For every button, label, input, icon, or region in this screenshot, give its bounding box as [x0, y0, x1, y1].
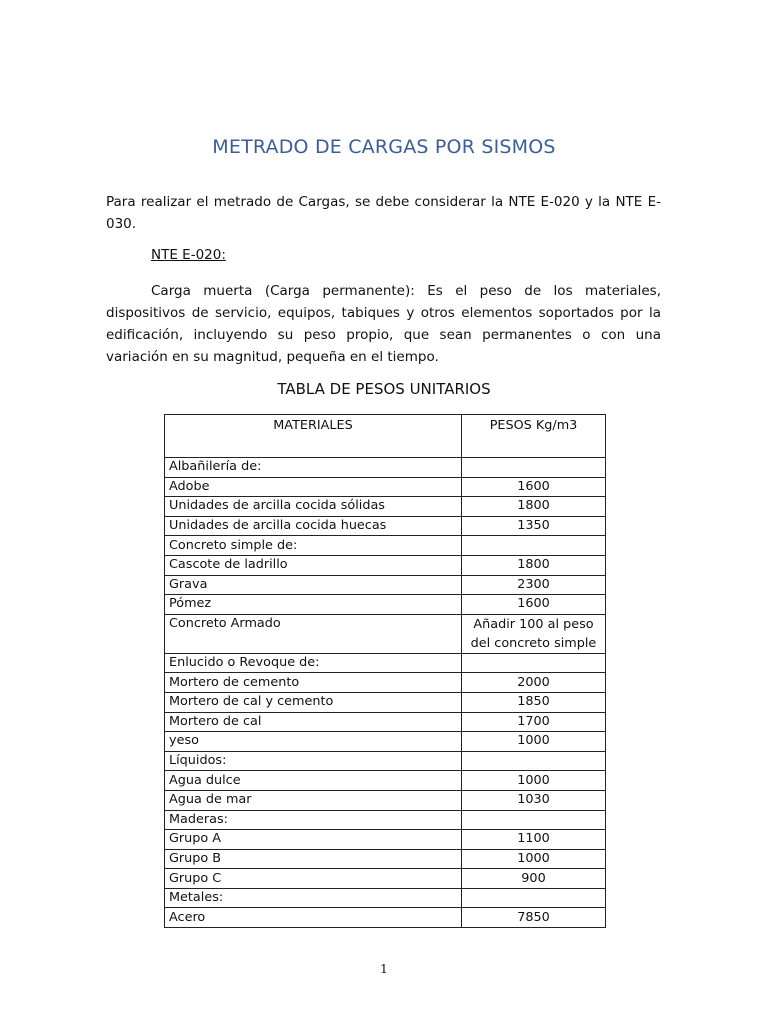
material-cell: Enlucido o Revoque de:: [165, 653, 462, 673]
weight-cell: 900: [462, 869, 606, 889]
table-row: [165, 458, 606, 478]
table-row: [165, 908, 606, 928]
material-cell: Mortero de cal: [165, 712, 462, 732]
weight-cell: 1850: [462, 692, 606, 712]
table-row: [165, 771, 606, 791]
table-row: [165, 732, 606, 752]
document-title: METRADO DE CARGAS POR SISMOS: [212, 136, 556, 158]
weight-cell: 1000: [462, 849, 606, 869]
weight-cell: 7850: [462, 908, 606, 928]
weight-cell: [462, 751, 606, 771]
material-cell: Unidades de arcilla cocida huecas: [165, 516, 462, 536]
weight-cell: 1700: [462, 712, 606, 732]
weight-cell: [462, 458, 606, 478]
definition-paragraph: Carga muerta (Carga permanente): Es el peso de los materiales, dispositivos de servicio, equipos, tabiques y otros elementos soportados por la edificación, incluyendo su peso propio, que sean permanentes o con una variación en su magnitud, pequeña en el tiempo.: [106, 283, 661, 365]
material-cell: Mortero de cal y cemento: [165, 692, 462, 712]
material-cell: Unidades de arcilla cocida sólidas: [165, 497, 462, 517]
weight-cell: 1100: [462, 830, 606, 850]
material-cell: Grupo B: [165, 849, 462, 869]
material-cell: Agua dulce: [165, 771, 462, 791]
weight-cell: 1030: [462, 790, 606, 810]
table-row: [165, 830, 606, 850]
weight-cell: [462, 888, 606, 908]
weight-cell: 1600: [462, 595, 606, 615]
table-row: [165, 595, 606, 615]
table-row: [165, 555, 606, 575]
header-pesos: PESOS Kg/m3: [462, 415, 606, 458]
material-cell: Adobe: [165, 477, 462, 497]
weight-cell: 1600: [462, 477, 606, 497]
table-row: [165, 673, 606, 693]
table-row: [165, 810, 606, 830]
weight-cell: 1000: [462, 771, 606, 791]
table-row: [165, 516, 606, 536]
table-row: [165, 477, 606, 497]
material-cell: Concreto Armado: [165, 614, 462, 653]
material-cell: Acero: [165, 908, 462, 928]
table-row: [165, 849, 606, 869]
weight-cell: [462, 653, 606, 673]
weight-cell: [462, 536, 606, 556]
table-row: [165, 790, 606, 810]
material-cell: Cascote de ladrillo: [165, 555, 462, 575]
weight-cell: 1000: [462, 732, 606, 752]
material-cell: Pómez: [165, 595, 462, 615]
material-cell: Mortero de cemento: [165, 673, 462, 693]
material-cell: Líquidos:: [165, 751, 462, 771]
material-cell: Grupo C: [165, 869, 462, 889]
material-cell: Albañilería de:: [165, 458, 462, 478]
material-cell: Concreto simple de:: [165, 536, 462, 556]
table-row: [165, 653, 606, 673]
weight-cell: [462, 810, 606, 830]
material-cell: Agua de mar: [165, 790, 462, 810]
intro-paragraph: Para realizar el metrado de Cargas, se debe considerar la NTE E-020 y la NTE E-030.: [106, 194, 661, 232]
table-row: [165, 692, 606, 712]
weight-cell: 2000: [462, 673, 606, 693]
material-cell: Grava: [165, 575, 462, 595]
section-heading: NTE E-020:: [151, 247, 226, 263]
weight-cell: 1800: [462, 555, 606, 575]
table-row: [165, 888, 606, 908]
table-row: [165, 536, 606, 556]
material-cell: yeso: [165, 732, 462, 752]
material-cell: Maderas:: [165, 810, 462, 830]
table-row: [165, 869, 606, 889]
header-materiales: MATERIALES: [165, 415, 462, 458]
table-row: [165, 497, 606, 517]
table-row: [165, 614, 606, 653]
table-row: [165, 712, 606, 732]
weight-cell: 1800: [462, 497, 606, 517]
weight-cell: Añadir 100 al peso del concreto simple: [462, 614, 606, 653]
table-title: TABLA DE PESOS UNITARIOS: [277, 380, 491, 398]
weight-cell: 2300: [462, 575, 606, 595]
page-number: 1: [380, 962, 388, 976]
unit-weights-table: [164, 414, 606, 928]
table-row: [165, 751, 606, 771]
table-body: [165, 458, 606, 928]
material-cell: Metales:: [165, 888, 462, 908]
table-row: [165, 575, 606, 595]
table-header-row: [165, 415, 606, 458]
weight-cell: 1350: [462, 516, 606, 536]
material-cell: Grupo A: [165, 830, 462, 850]
